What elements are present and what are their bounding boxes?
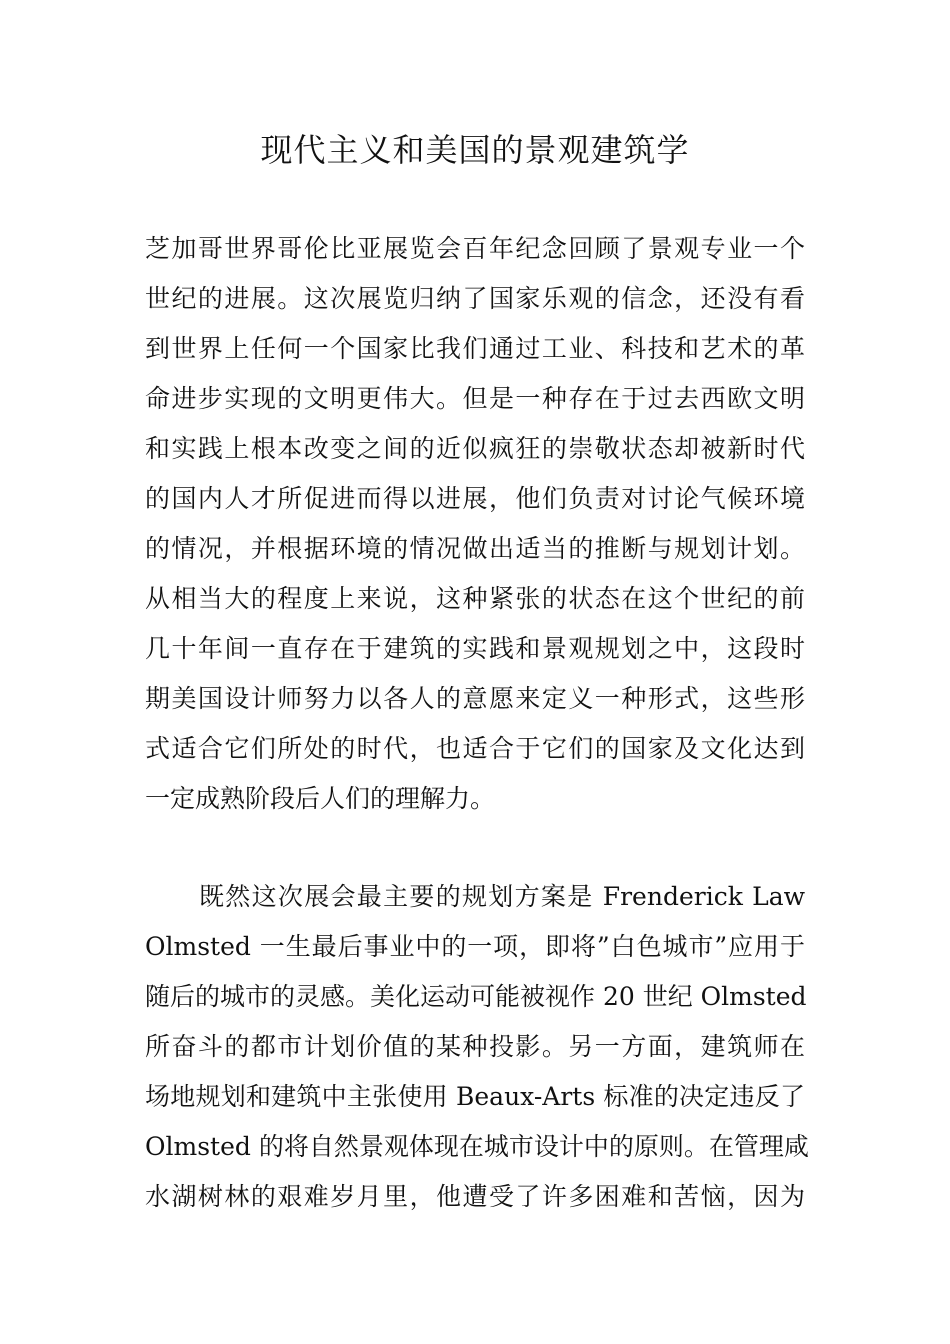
text-line: 几十年间一直存在于建筑的实践和景观规划之中，这段时 — [145, 634, 805, 663]
paragraph-2 — [145, 872, 809, 1222]
document-title: 现代主义和美国的景观建筑学 — [260, 131, 690, 169]
text-line: 世纪的进展。这次展览归纳了国家乐观的信念，还没有看 — [145, 284, 805, 313]
text-line: 芝加哥世界哥伦比亚展览会百年纪念回顾了景观专业一个 — [145, 234, 805, 263]
text-line: Olmsted 一生最后事业中的一项，即将”白色城市”应用于 — [145, 932, 805, 961]
text-line: 从相当大的程度上来说，这种紧张的状态在这个世纪的前 — [145, 584, 805, 613]
text-line: Olmsted 的将自然景观体现在城市设计中的原则。在管理咸 — [145, 1132, 809, 1161]
text-line: 所奋斗的都市计划价值的某种投影。另一方面，建筑师在 — [145, 1032, 805, 1061]
text-line: 到世界上任何一个国家比我们通过工业、科技和艺术的革 — [145, 334, 805, 363]
paragraph-1 — [145, 224, 805, 824]
text-line: 和实践上根本改变之间的近似疯狂的崇敬状态却被新时代 — [145, 434, 805, 463]
text-line: 期美国设计师努力以各人的意愿来定义一种形式，这些形 — [145, 684, 805, 713]
text-line: 既然这次展会最主要的规划方案是 Frenderick Law — [199, 882, 805, 911]
text-line: 的国内人才所促进而得以进展，他们负责对讨论气候环境 — [145, 484, 805, 513]
text-line: 水湖树林的艰难岁月里，他遭受了许多困难和苦恼，因为 — [145, 1182, 805, 1211]
text-line: 命进步实现的文明更伟大。但是一种存在于过去西欧文明 — [145, 384, 805, 413]
text-line: 式适合它们所处的时代，也适合于它们的国家及文化达到 — [145, 734, 805, 763]
text-line: 场地规划和建筑中主张使用 Beaux-Arts 标准的决定违反了 — [145, 1082, 805, 1111]
text-line: 的情况，并根据环境的情况做出适当的推断与规划计划。 — [145, 534, 805, 563]
text-line: 随后的城市的灵感。美化运动可能被视作 20 世纪 Olmsted — [145, 982, 807, 1011]
text-line: 一定成熟阶段后人们的理解力。 — [145, 784, 496, 813]
